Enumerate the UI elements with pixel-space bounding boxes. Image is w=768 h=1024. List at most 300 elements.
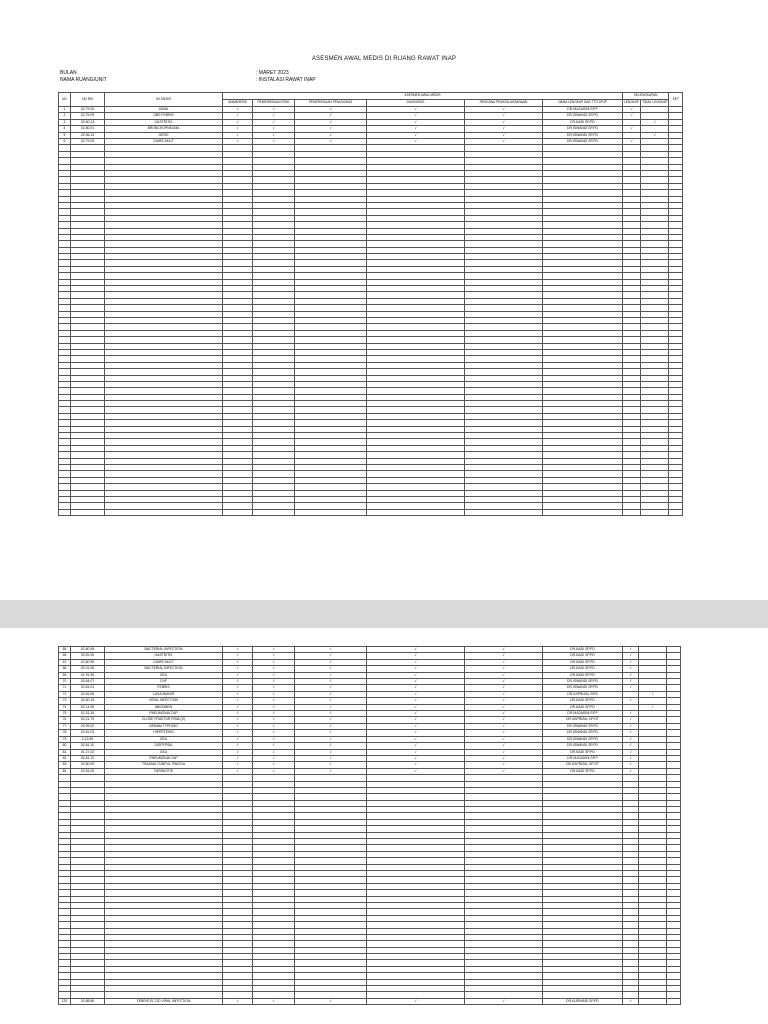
cell-dx: PNEUMONIA CAP xyxy=(105,711,223,717)
cell-dpjp: DR.ISWANDI SP.PD xyxy=(543,139,623,145)
cell-rencana: √ xyxy=(465,768,543,774)
cell-dx: GERD xyxy=(105,132,223,138)
cell-rm: 02.81.12 xyxy=(71,755,105,761)
meta-row-ruang xyxy=(60,77,316,84)
cell-lengkap: √ xyxy=(623,998,639,1004)
cell-penunjang: √ xyxy=(295,672,367,678)
table-row xyxy=(59,998,681,1004)
meta-value: : MARET 2023 xyxy=(256,70,289,76)
cell-no: 84 xyxy=(59,768,71,774)
table-cell xyxy=(105,509,223,515)
meta-label: NAMA RUANG/UNIT xyxy=(60,77,107,83)
cell-no: 3 xyxy=(59,119,71,125)
cell-anamnesis: √ xyxy=(223,685,253,691)
cell-fisik: √ xyxy=(253,139,295,145)
table-header-row xyxy=(59,93,683,100)
meta-row-bulan xyxy=(60,70,316,77)
cell-penunjang: √ xyxy=(295,653,367,659)
table-row xyxy=(59,509,683,515)
cell-lengkap: √ xyxy=(623,107,641,113)
cell-diagnosis: √ xyxy=(367,691,465,697)
cell-penunjang: √ xyxy=(295,647,367,653)
cell-no: 67 xyxy=(59,659,71,665)
cell-anamnesis: √ xyxy=(223,139,253,145)
cell-dpjp: DR.NUGASINI SP.P xyxy=(543,711,623,717)
table-body-page-2 xyxy=(59,647,681,1005)
cell-penunjang: √ xyxy=(295,730,367,736)
cell-diagnosis: √ xyxy=(367,126,465,132)
cell-dpjp: DR.ISWANDI SP.PD xyxy=(543,132,623,138)
cell-anamnesis: √ xyxy=(223,998,253,1004)
cell-diagnosis: √ xyxy=(367,736,465,742)
asesmen-table-page-2 xyxy=(58,646,681,1005)
cell-diagnosis: √ xyxy=(367,730,465,736)
cell-penunjang: √ xyxy=(295,666,367,672)
cell-dx: GEA xyxy=(105,749,223,755)
cell-rm: 00.64.07 xyxy=(71,679,105,685)
col-header-penunjang: PEMERIKSAAN PENUNJANG xyxy=(295,100,367,107)
cell-dpjp: DR.NADI SP.PD xyxy=(543,653,623,659)
cell-lengkap: √ xyxy=(623,717,639,723)
cell-anamnesis: √ xyxy=(223,755,253,761)
cell-dpjp: DR.NADI SP.PD xyxy=(543,768,623,774)
cell-rencana: √ xyxy=(465,107,543,113)
cell-dx: ASMA xyxy=(105,107,223,113)
document-title: ASESMEN AWAL MEDIS DI RUANG RAWAT INAP xyxy=(311,56,457,62)
cell-diagnosis: √ xyxy=(367,685,465,691)
cell-rencana: √ xyxy=(465,666,543,672)
col-header-rencana: RENCANA PENATALAKSANAAN xyxy=(465,100,543,107)
cell-fisik: √ xyxy=(253,666,295,672)
cell-lengkap: √ xyxy=(623,749,639,755)
cell-diagnosis: √ xyxy=(367,119,465,125)
cell-dx: ABDOMEN xyxy=(105,704,223,710)
cell-anamnesis: √ xyxy=(223,736,253,742)
cell-dpjp: DR.NADI SP.PD xyxy=(543,666,623,672)
cell-penunjang: √ xyxy=(295,126,367,132)
cell-diagnosis: √ xyxy=(367,717,465,723)
cell-anamnesis: √ xyxy=(223,672,253,678)
cell-dpjp: DR.NUGASINI SP.P xyxy=(543,755,623,761)
cell-rm: 02.09.02 xyxy=(71,723,105,729)
cell-lengkap: √ xyxy=(623,723,639,729)
cell-tidak-lengkap: √ xyxy=(641,132,669,138)
cell-dpjp: DR.NADI SP.PD xyxy=(543,749,623,755)
cell-no: 72 xyxy=(59,691,71,697)
cell-rencana: √ xyxy=(465,685,543,691)
cell-no: 81 xyxy=(59,749,71,755)
cell-fisik: √ xyxy=(253,119,295,125)
cell-penunjang: √ xyxy=(295,685,367,691)
cell-fisik: √ xyxy=(253,736,295,742)
cell-rencana: √ xyxy=(465,717,543,723)
cell-dx: BRONCHOPNEUMA xyxy=(105,126,223,132)
col-header-tidak-lengkap: TIDAK LENGKAP xyxy=(641,100,669,107)
cell-rencana: √ xyxy=(465,132,543,138)
cell-rencana: √ xyxy=(465,691,543,697)
cell-no: 2 xyxy=(59,113,71,119)
cell-diagnosis: √ xyxy=(367,139,465,145)
cell-rm: 01.91.95 xyxy=(71,672,105,678)
asesmen-table-page-1 xyxy=(58,92,683,516)
cell-lengkap: √ xyxy=(623,126,641,132)
document-meta xyxy=(60,70,316,84)
cell-lengkap: √ xyxy=(623,762,639,768)
table-cell xyxy=(295,509,367,515)
cell-no: 71 xyxy=(59,685,71,691)
cell-dpjp: DR.SAPRIZAL SP.OT xyxy=(543,717,623,723)
cell-dx: BACTERIAL INFECTION xyxy=(105,666,223,672)
cell-fisik: √ xyxy=(253,679,295,685)
cell-anamnesis: √ xyxy=(223,762,253,768)
cell-no: 78 xyxy=(59,730,71,736)
cell-dpjp: DR.ISWANDI SP.PD xyxy=(543,126,623,132)
cell-dpjp: DR.ISWANDI SP.PD xyxy=(543,685,623,691)
col-header-asesmen: ASESMEN AWAL MEDIS xyxy=(223,93,623,100)
col-header-lengkap: LENGKAP xyxy=(623,100,641,107)
cell-tidak-lengkap xyxy=(639,998,667,1004)
cell-penunjang: √ xyxy=(295,749,367,755)
cell-anamnesis: √ xyxy=(223,730,253,736)
cell-dpjp: DR.ISWANDI SP.PD xyxy=(543,730,623,736)
cell-diagnosis: √ xyxy=(367,998,465,1004)
cell-dpjp: DR.ISWANDI SP.PD xyxy=(543,743,623,749)
cell-dx: DIARE AKUT xyxy=(105,659,223,665)
cell-anamnesis: √ xyxy=(223,659,253,665)
col-header-no: NO xyxy=(59,93,71,107)
cell-diagnosis: √ xyxy=(367,653,465,659)
cell-lengkap: √ xyxy=(623,659,639,665)
cell-dpjp: DR.NADI SP.PD xyxy=(543,672,623,678)
cell-rm: 2.13.59 xyxy=(71,736,105,742)
col-header-anamnesis: ANAMNESIS xyxy=(223,100,253,107)
cell-dx: OBS FEBRIS xyxy=(105,113,223,119)
cell-no: 82 xyxy=(59,755,71,761)
cell-no: 4 xyxy=(59,126,71,132)
cell-fisik: √ xyxy=(253,672,295,678)
cell-penunjang: √ xyxy=(295,711,367,717)
cell-rm: 02.79.09 xyxy=(71,113,105,119)
cell-rencana: √ xyxy=(465,647,543,653)
document-page-2 xyxy=(0,628,768,1024)
cell-dpjp: DR.ISWANDI SP.PD xyxy=(543,723,623,729)
cell-lengkap: √ xyxy=(623,672,639,678)
cell-no: 73 xyxy=(59,698,71,704)
table-cell xyxy=(367,509,465,515)
cell-dpjp: DR.NADI SP.PD xyxy=(543,647,623,653)
cell-penunjang: √ xyxy=(295,736,367,742)
cell-dpjp: DR.ISWANDI SP.PD xyxy=(543,736,623,742)
cell-penunjang: √ xyxy=(295,139,367,145)
cell-lengkap: √ xyxy=(623,685,639,691)
page-separator xyxy=(0,600,768,628)
cell-fisik: √ xyxy=(253,717,295,723)
cell-dx: CLOSE FRAKTUR FIBIA (S) xyxy=(105,717,223,723)
cell-no: 70 xyxy=(59,679,71,685)
cell-penunjang: √ xyxy=(295,704,367,710)
cell-anamnesis: √ xyxy=(223,107,253,113)
cell-rencana: √ xyxy=(465,139,543,145)
cell-penunjang: √ xyxy=(295,723,367,729)
cell-anamnesis: √ xyxy=(223,666,253,672)
cell-no: 5 xyxy=(59,132,71,138)
cell-rencana: √ xyxy=(465,730,543,736)
cell-penunjang: √ xyxy=(295,113,367,119)
cell-no: 69 xyxy=(59,672,71,678)
col-header-diagnosis: DIAGNOSIS xyxy=(367,100,465,107)
cell-fisik: √ xyxy=(253,711,295,717)
cell-dx: DIARE AKUT xyxy=(105,139,223,145)
cell-penunjang: √ xyxy=(295,717,367,723)
cell-no: 65 xyxy=(59,647,71,653)
cell-diagnosis: √ xyxy=(367,755,465,761)
col-header-dpjp: NAMA LENGKAP DAN TTD DPJP xyxy=(543,100,623,107)
cell-anamnesis: √ xyxy=(223,132,253,138)
cell-penunjang: √ xyxy=(295,698,367,704)
cell-rencana: √ xyxy=(465,743,543,749)
cell-dx: CHF xyxy=(105,679,223,685)
cell-dx: GASTRITIS xyxy=(105,653,223,659)
cell-diagnosis: √ xyxy=(367,749,465,755)
cell-lengkap: √ xyxy=(623,666,639,672)
cell-anamnesis: √ xyxy=(223,679,253,685)
cell-rencana: √ xyxy=(465,659,543,665)
cell-anamnesis: √ xyxy=(223,119,253,125)
cell-rencana: √ xyxy=(465,762,543,768)
table-cell xyxy=(59,509,71,515)
cell-diagnosis: √ xyxy=(367,679,465,685)
cell-no: 77 xyxy=(59,723,71,729)
cell-penunjang: √ xyxy=(295,132,367,138)
cell-no: 74 xyxy=(59,704,71,710)
cell-fisik: √ xyxy=(253,113,295,119)
cell-fisik: √ xyxy=(253,755,295,761)
cell-rm: 02.06.13 xyxy=(71,132,105,138)
table-body-page-1 xyxy=(59,107,683,516)
cell-dpjp: DR.SAPRIZAL SP.OT xyxy=(543,762,623,768)
cell-anamnesis: √ xyxy=(223,711,253,717)
cell-diagnosis: √ xyxy=(367,762,465,768)
cell-rm: 02.81.00 xyxy=(71,653,105,659)
cell-dx: PNEUMONIA CAP xyxy=(105,755,223,761)
cell-dx: GEA xyxy=(105,672,223,678)
cell-diagnosis: √ xyxy=(367,132,465,138)
cell-rm: 02.81.03 xyxy=(71,730,105,736)
cell-rm: 02.81.09 xyxy=(71,768,105,774)
cell-penunjang: √ xyxy=(295,755,367,761)
cell-fisik: √ xyxy=(253,998,295,1004)
cell-rencana: √ xyxy=(465,736,543,742)
cell-rm: 02.80.98 xyxy=(71,647,105,653)
cell-dpjp: DR.NADI SP.PD xyxy=(543,119,623,125)
cell-rencana: √ xyxy=(465,749,543,755)
cell-diagnosis: √ xyxy=(367,743,465,749)
cell-tidak-lengkap: √ xyxy=(639,704,667,710)
cell-fisik: √ xyxy=(253,704,295,710)
cell-tidak-lengkap: √ xyxy=(639,691,667,697)
cell-diagnosis: √ xyxy=(367,768,465,774)
cell-diagnosis: √ xyxy=(367,672,465,678)
cell-rm: 02.21.79 xyxy=(71,717,105,723)
cell-fisik: √ xyxy=(253,107,295,113)
cell-diagnosis: √ xyxy=(367,647,465,653)
cell-fisik: √ xyxy=(253,691,295,697)
cell-dpjp: DR.ISWANDI SP.PD xyxy=(543,113,623,119)
cell-no: 83 xyxy=(59,762,71,768)
cell-no: 79 xyxy=(59,736,71,742)
cell-dx: HIPERTENSI xyxy=(105,730,223,736)
cell-rm: 01.27.02 xyxy=(71,749,105,755)
cell-anamnesis: √ xyxy=(223,723,253,729)
table-cell xyxy=(669,509,683,515)
cell-dpjp: DR.NUGASINI SP.P xyxy=(543,107,623,113)
meta-label: BULAN xyxy=(60,70,77,76)
cell-rm: 02.14.08 xyxy=(71,704,105,710)
cell-rencana: √ xyxy=(465,653,543,659)
cell-anamnesis: √ xyxy=(223,704,253,710)
cell-fisik: √ xyxy=(253,768,295,774)
table-cell xyxy=(71,509,105,515)
cell-rencana: √ xyxy=(465,672,543,678)
cell-fisik: √ xyxy=(253,743,295,749)
cell-penunjang: √ xyxy=(295,107,367,113)
cell-diagnosis: √ xyxy=(367,723,465,729)
cell-penunjang: √ xyxy=(295,998,367,1004)
cell-diagnosis: √ xyxy=(367,704,465,710)
cell-dx: GASTRITIS xyxy=(105,119,223,125)
col-header-pemeriksaan-fisik: PEMERIKSAAN FISIK xyxy=(253,100,295,107)
cell-lengkap: √ xyxy=(623,711,639,717)
cell-dx: DISPEPSIA xyxy=(105,743,223,749)
cell-anamnesis: √ xyxy=(223,743,253,749)
cell-dpjp: DR.KURNIADI SP.PD xyxy=(543,998,623,1004)
cell-dx: VIRAL INFECTION xyxy=(105,698,223,704)
cell-diagnosis: √ xyxy=(367,659,465,665)
cell-fisik: √ xyxy=(253,730,295,736)
meta-value: : INSTALASI RAWAT INAP xyxy=(256,77,316,83)
cell-penunjang: √ xyxy=(295,679,367,685)
cell-fisik: √ xyxy=(253,653,295,659)
cell-anamnesis: √ xyxy=(223,653,253,659)
cell-lengkap: √ xyxy=(623,736,639,742)
cell-diagnosis: √ xyxy=(367,666,465,672)
cell-rencana: √ xyxy=(465,755,543,761)
cell-dx: TRAUMA TUMPUL PINGGA xyxy=(105,762,223,768)
cell-dpjp: DR.NADI SP.PD xyxy=(543,698,623,704)
cell-fisik: √ xyxy=(253,762,295,768)
cell-penunjang: √ xyxy=(295,119,367,125)
cell-lengkap: √ xyxy=(623,113,641,119)
col-header-ket: KET xyxy=(669,93,683,107)
cell-diagnosis: √ xyxy=(367,113,465,119)
cell-rencana: √ xyxy=(465,998,543,1004)
cell-penunjang: √ xyxy=(295,659,367,665)
cell-anamnesis: √ xyxy=(223,768,253,774)
cell-rm: 02.81.10 xyxy=(71,743,105,749)
cell-rencana: √ xyxy=(465,698,543,704)
table-cell xyxy=(223,509,253,515)
cell-no: 76 xyxy=(59,717,71,723)
cell-rencana: √ xyxy=(465,723,543,729)
cell-tidak-lengkap: √ xyxy=(641,119,669,125)
cell-dx: FEBRIS EC DD VIRAL INFECTION xyxy=(105,998,223,1004)
col-header-kelengkapan: KELENGKAPAN xyxy=(623,93,669,100)
cell-anamnesis: √ xyxy=(223,698,253,704)
cell-rencana: √ xyxy=(465,113,543,119)
cell-fisik: √ xyxy=(253,647,295,653)
cell-anamnesis: √ xyxy=(223,126,253,132)
cell-lengkap: √ xyxy=(623,679,639,685)
cell-rencana: √ xyxy=(465,119,543,125)
cell-dpjp: DR.NADI SP.PD xyxy=(543,704,623,710)
cell-no: 120 xyxy=(59,998,71,1004)
cell-rm: 02.80.95 xyxy=(71,659,105,665)
cell-anamnesis: √ xyxy=(223,717,253,723)
cell-lengkap: √ xyxy=(623,730,639,736)
table-cell xyxy=(623,509,641,515)
cell-dx: BACTERIAL INFECTION xyxy=(105,647,223,653)
cell-rm: 02.60.13 xyxy=(71,119,105,125)
cell-penunjang: √ xyxy=(295,768,367,774)
cell-lengkap: √ xyxy=(623,743,639,749)
cell-fisik: √ xyxy=(253,749,295,755)
cell-dx: FARINGITIS xyxy=(105,768,223,774)
table-cell xyxy=(543,509,623,515)
cell-rencana: √ xyxy=(465,711,543,717)
cell-diagnosis: √ xyxy=(367,107,465,113)
cell-rm: 02.81.01 xyxy=(71,685,105,691)
cell-rm: 02.81.06 xyxy=(71,691,105,697)
table-cell xyxy=(253,509,295,515)
cell-dpjp: DR.ISWANDI SP.PD xyxy=(543,679,623,685)
cell-no: 80 xyxy=(59,743,71,749)
cell-diagnosis: √ xyxy=(367,711,465,717)
col-header-rm: NO RM xyxy=(71,93,105,107)
cell-diagnosis: √ xyxy=(367,698,465,704)
cell-lengkap: √ xyxy=(623,139,641,145)
cell-anamnesis: √ xyxy=(223,647,253,653)
cell-rm: 02.80.09 xyxy=(71,762,105,768)
table-cell xyxy=(465,509,543,515)
cell-rm: 02.01.95 xyxy=(71,666,105,672)
cell-lengkap: √ xyxy=(623,653,639,659)
cell-dx: GEA xyxy=(105,736,223,742)
cell-rm: 02.80.01 xyxy=(71,126,105,132)
cell-fisik: √ xyxy=(253,126,295,132)
cell-fisik: √ xyxy=(253,698,295,704)
cell-no: 68 xyxy=(59,666,71,672)
cell-rm: 02.88.86 xyxy=(71,998,105,1004)
cell-fisik: √ xyxy=(253,723,295,729)
cell-penunjang: √ xyxy=(295,762,367,768)
cell-dx: DEMAM TYPHOID xyxy=(105,723,223,729)
cell-dx: FEBRIS xyxy=(105,685,223,691)
cell-dpjp: DR.NADI SP.PD xyxy=(543,659,623,665)
cell-anamnesis: √ xyxy=(223,749,253,755)
cell-no: 66 xyxy=(59,653,71,659)
cell-dx: LUKA BAKAR xyxy=(105,691,223,697)
cell-fisik: √ xyxy=(253,685,295,691)
cell-anamnesis: √ xyxy=(223,113,253,119)
cell-rm: 02.31.16 xyxy=(71,711,105,717)
cell-rm: 02.60.19 xyxy=(71,698,105,704)
cell-no: 6 xyxy=(59,139,71,145)
cell-rencana: √ xyxy=(465,679,543,685)
cell-fisik: √ xyxy=(253,132,295,138)
cell-lengkap: √ xyxy=(623,647,639,653)
cell-rm: 02.79.09 xyxy=(71,139,105,145)
cell-rencana: √ xyxy=(465,704,543,710)
